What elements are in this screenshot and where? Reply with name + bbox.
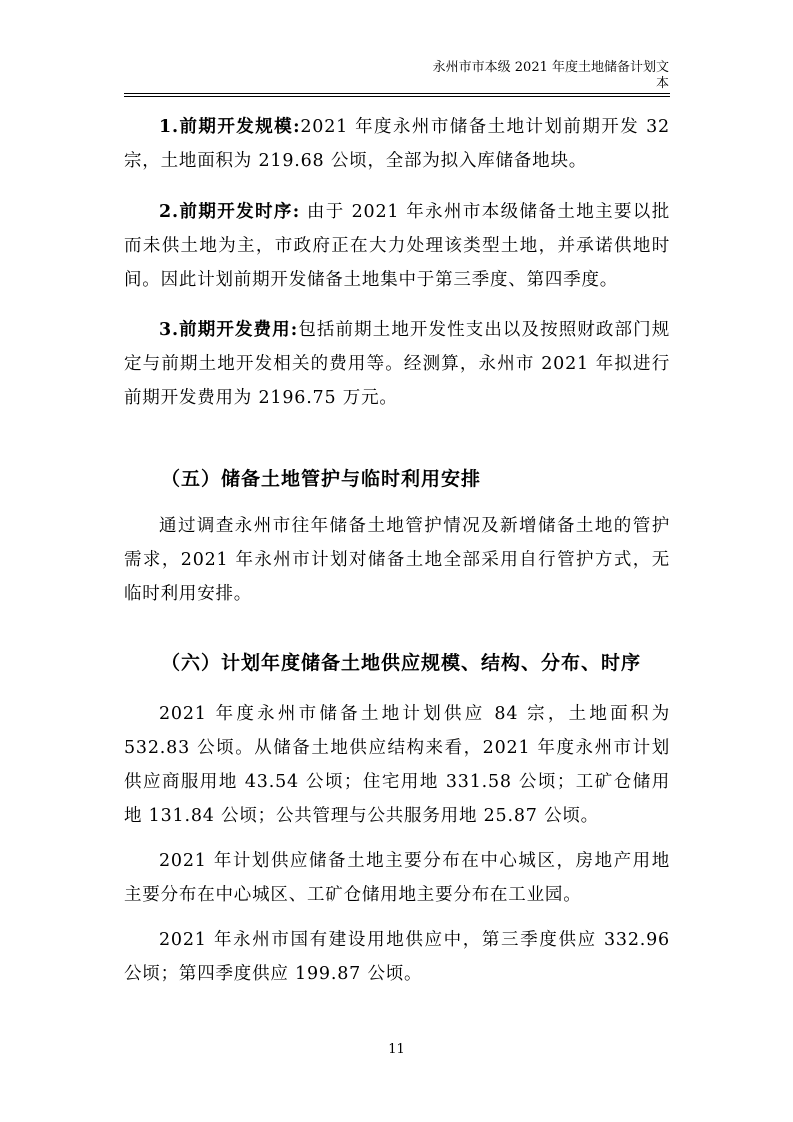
section-heading-five: （五）储备土地管护与临时利用安排 <box>161 468 482 490</box>
page-number: 11 <box>388 1042 405 1057</box>
running-header-continued: 本 <box>655 76 669 91</box>
header-rule <box>124 93 670 94</box>
section-heading-six: （六）计划年度储备土地供应规模、结构、分布、时序 <box>161 652 642 674</box>
paragraph-lead: 1.前期开发规模: <box>159 117 301 137</box>
section-six-body <box>124 697 670 991</box>
paragraph-lead: 3.前期开发费用: <box>159 320 299 340</box>
section-five-body <box>124 509 670 611</box>
paragraph-text: 2021 年度永州市储备土地计划前期开发 32 宗，土地面积为 219.68 公顷，全部为拟入库储备地块。 <box>124 117 670 171</box>
paragraph-text: 包括前期土地开发性支出以及按照财政部门规定与前期土地开发相关的费用等。经测算，永州市 2021 年拟进行前期开发费用为 2196.75 万元。 <box>124 320 671 408</box>
development-scale-paragraph <box>124 110 670 178</box>
supply-timing-paragraph: 2021 年永州市国有建设用地供应中，第三季度供应 332.96 公顷；第四季度供应 199.87 公顷。 <box>124 930 670 984</box>
paragraph-text: 由于 2021 年永州市本级储备土地主要以批而未供土地为主，市政府正在大力处理该类型土地，并承诺供地时间。因此计划前期开发储备土地集中于第三季度、第四季度。 <box>124 202 671 290</box>
running-header: 永州市市本级 2021 年度土地储备计划文 <box>432 60 669 75</box>
development-cost-paragraph <box>124 313 670 415</box>
management-paragraph: 通过调查永州市往年储备土地管护情况及新增储备土地的管护需求，2021 年永州市计划对储备土地全部采用自行管护方式，无临时利用安排。 <box>124 516 670 604</box>
supply-distribution-paragraph: 2021 年计划供应储备土地主要分布在中心城区，房地产用地主要分布在中心城区、工矿仓储用地主要分布在工业园。 <box>124 851 670 905</box>
development-sequence-paragraph <box>124 195 670 297</box>
header-rule-thin <box>124 96 670 97</box>
supply-scale-paragraph: 2021 年度永州市储备土地计划供应 84 宗，土地面积为 532.83 公顷。从储备土地供应结构来看，2021 年度永州市计划供应商服用地 43.54 公顷；住宅用地 331.58 公顷；工矿仓储用地 131.84 公顷；公共管理与公共服务用地 25.87 公顷。 <box>124 704 670 826</box>
early-development-section <box>124 110 670 415</box>
paragraph-lead: 2.前期开发时序: <box>159 202 300 222</box>
